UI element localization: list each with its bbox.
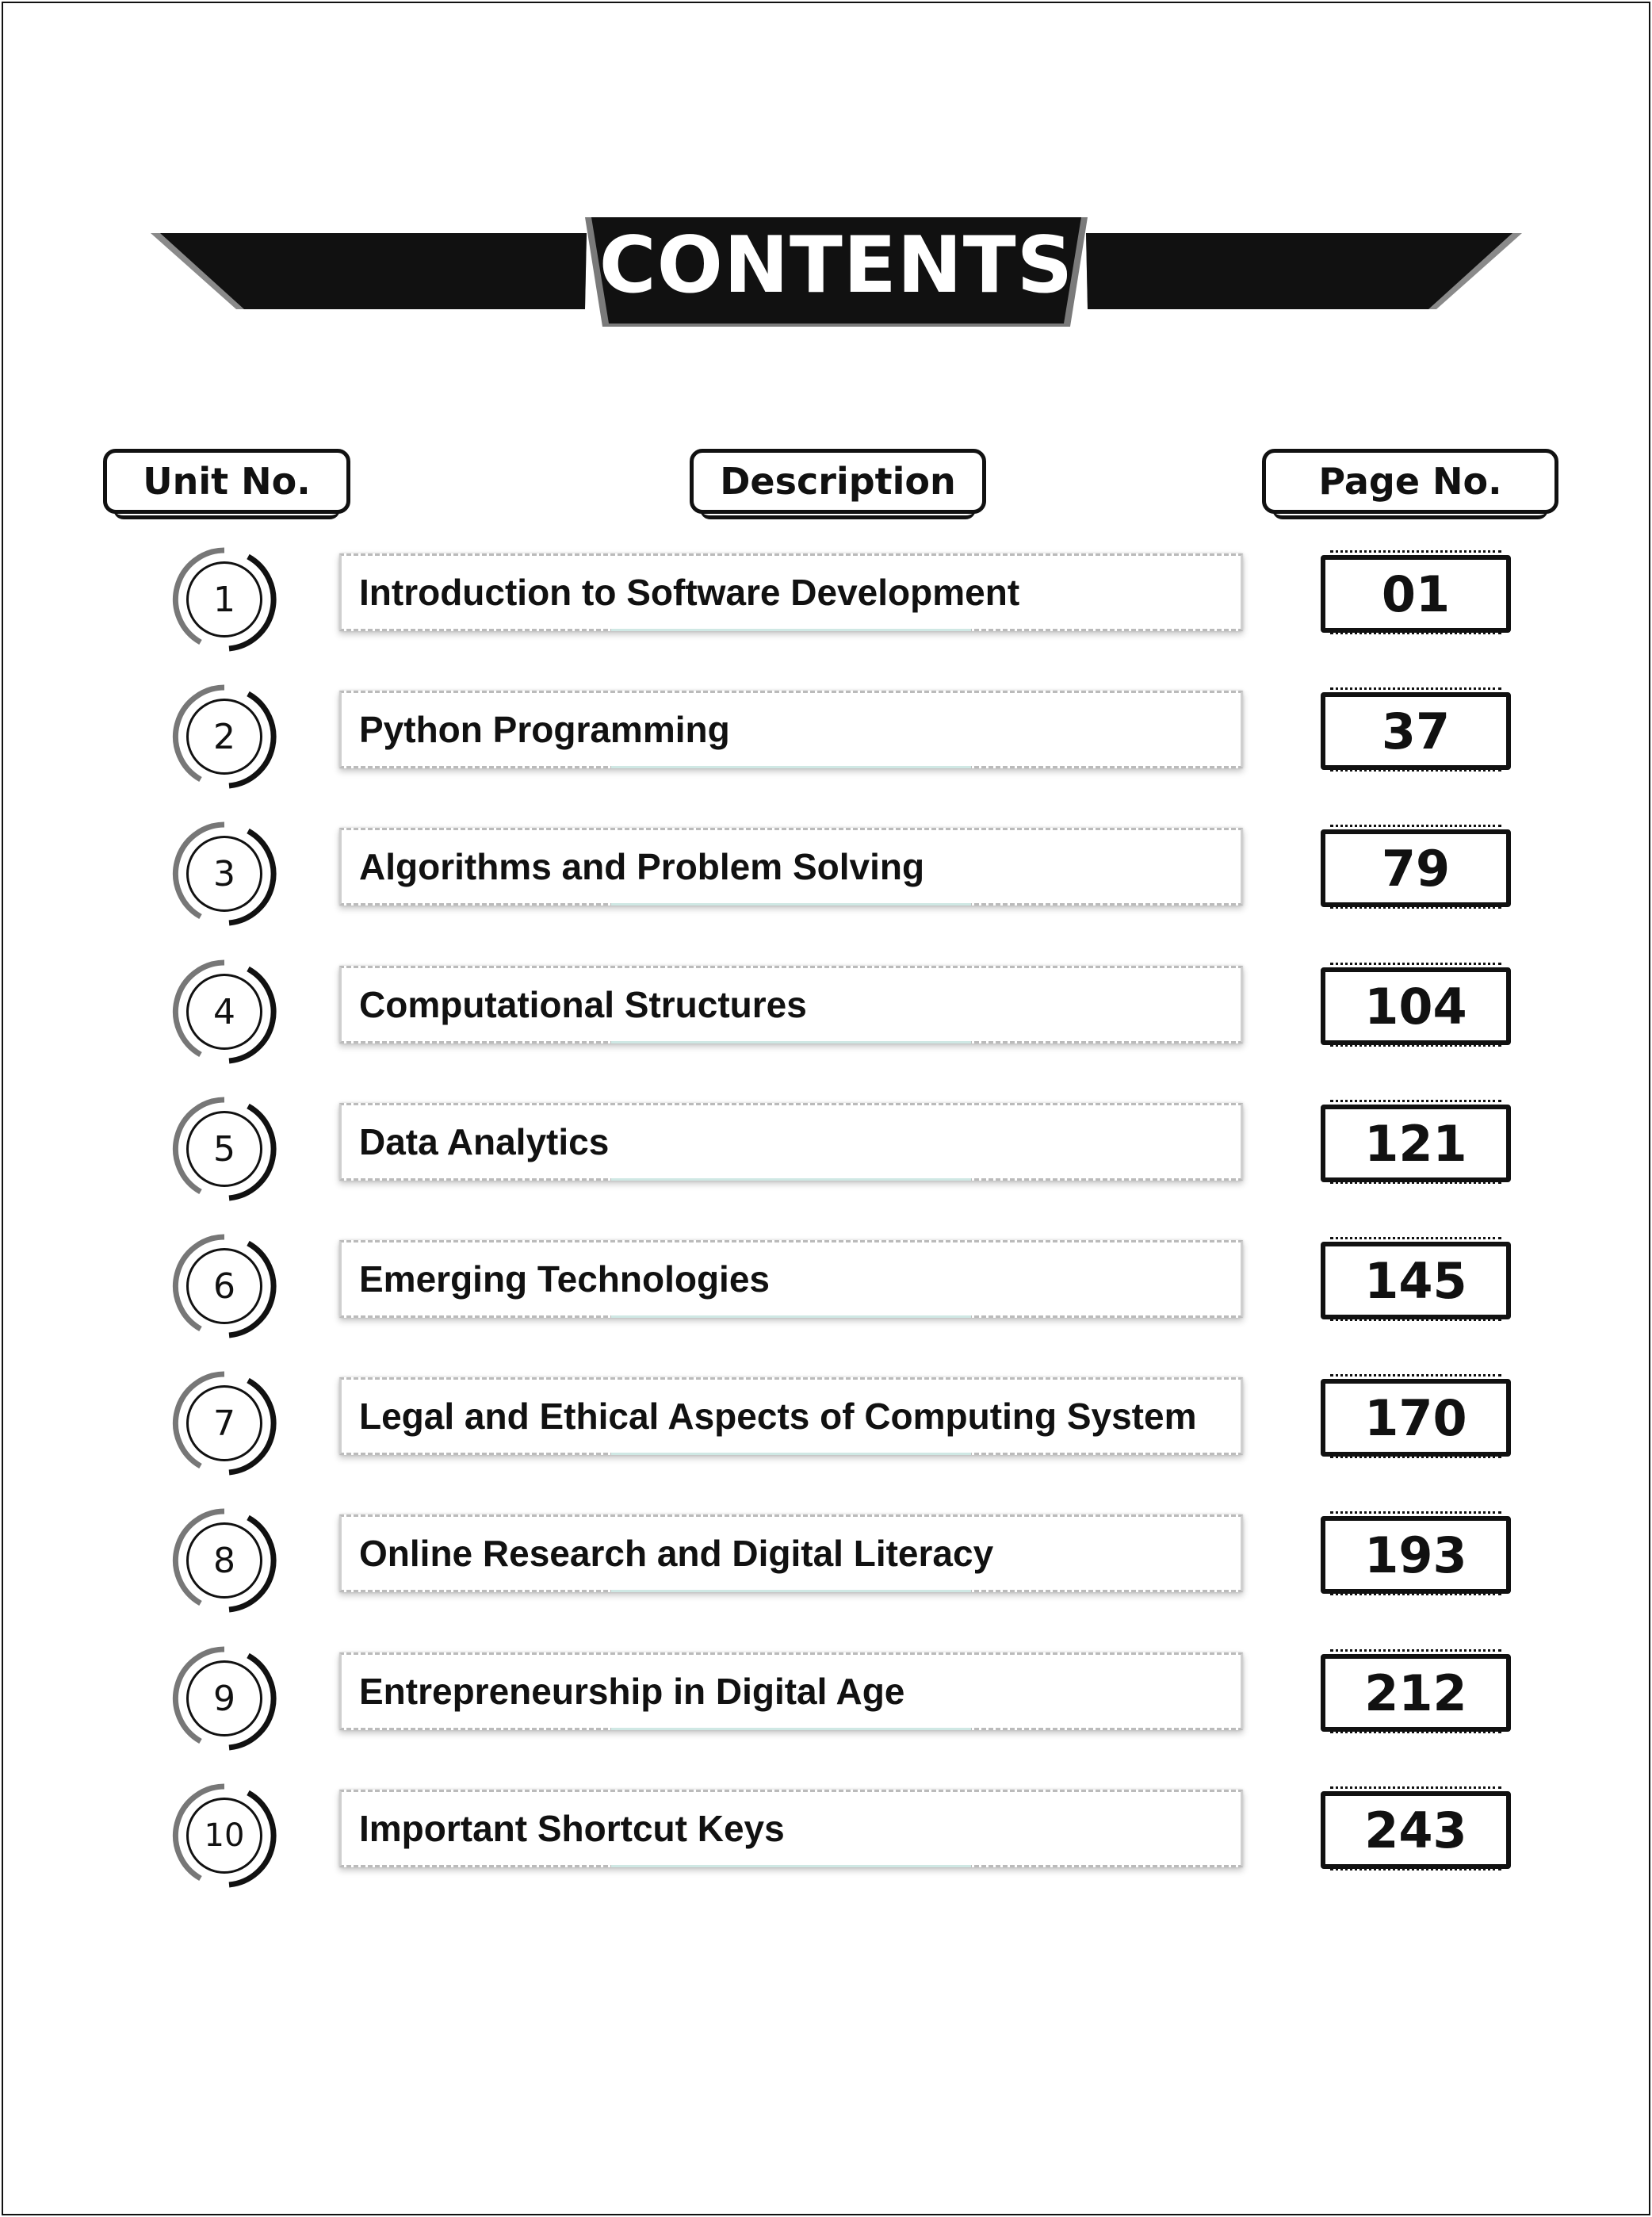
- header-page-no: Page No.: [1262, 449, 1558, 514]
- unit-number: 4: [186, 974, 262, 1050]
- toc-row[interactable]: [0, 681, 1652, 792]
- page-number[interactable]: 243: [1321, 1791, 1511, 1869]
- unit-description[interactable]: Algorithms and Problem Solving: [339, 828, 1243, 906]
- page-title: CONTENTS: [598, 220, 1074, 311]
- header-unit-no: Unit No.: [103, 449, 350, 514]
- toc-row[interactable]: [0, 1231, 1652, 1342]
- page-number[interactable]: 170: [1321, 1379, 1511, 1457]
- unit-description[interactable]: Important Shortcut Keys: [339, 1790, 1243, 1867]
- page-number[interactable]: 01: [1321, 555, 1511, 633]
- page-number[interactable]: 212: [1321, 1654, 1511, 1732]
- page-number[interactable]: 145: [1321, 1242, 1511, 1319]
- unit-number: 3: [186, 836, 262, 912]
- page-number[interactable]: 104: [1321, 967, 1511, 1045]
- toc-row[interactable]: [0, 818, 1652, 929]
- page-number[interactable]: 121: [1321, 1105, 1511, 1182]
- unit-number: 8: [186, 1522, 262, 1599]
- toc-row[interactable]: [0, 1368, 1652, 1479]
- header-description: Description: [690, 449, 986, 514]
- unit-description[interactable]: Data Analytics: [339, 1103, 1243, 1181]
- page-number[interactable]: 79: [1321, 829, 1511, 907]
- unit-number: 6: [186, 1248, 262, 1324]
- unit-number: 1: [186, 561, 262, 638]
- page-number[interactable]: 193: [1321, 1516, 1511, 1594]
- unit-description[interactable]: Legal and Ethical Aspects of Computing System: [339, 1377, 1243, 1455]
- unit-description[interactable]: Online Research and Digital Literacy: [339, 1514, 1243, 1592]
- unit-number: 10: [186, 1798, 262, 1874]
- unit-number: 2: [186, 699, 262, 775]
- unit-number: 9: [186, 1660, 262, 1736]
- contents-banner: [151, 216, 1522, 327]
- unit-number: 5: [186, 1111, 262, 1187]
- toc-row[interactable]: [0, 956, 1652, 1067]
- toc-row[interactable]: [0, 1093, 1652, 1204]
- unit-description[interactable]: Entrepreneurship in Digital Age: [339, 1652, 1243, 1730]
- unit-description[interactable]: Introduction to Software Development: [339, 553, 1243, 631]
- unit-description[interactable]: Emerging Technologies: [339, 1240, 1243, 1318]
- unit-number: 7: [186, 1385, 262, 1461]
- unit-description[interactable]: Computational Structures: [339, 966, 1243, 1043]
- toc-row[interactable]: [0, 1505, 1652, 1616]
- toc-row[interactable]: [0, 544, 1652, 655]
- toc-row[interactable]: [0, 1643, 1652, 1754]
- page-number[interactable]: 37: [1321, 692, 1511, 770]
- unit-description[interactable]: Python Programming: [339, 691, 1243, 768]
- toc-row[interactable]: [0, 1780, 1652, 1891]
